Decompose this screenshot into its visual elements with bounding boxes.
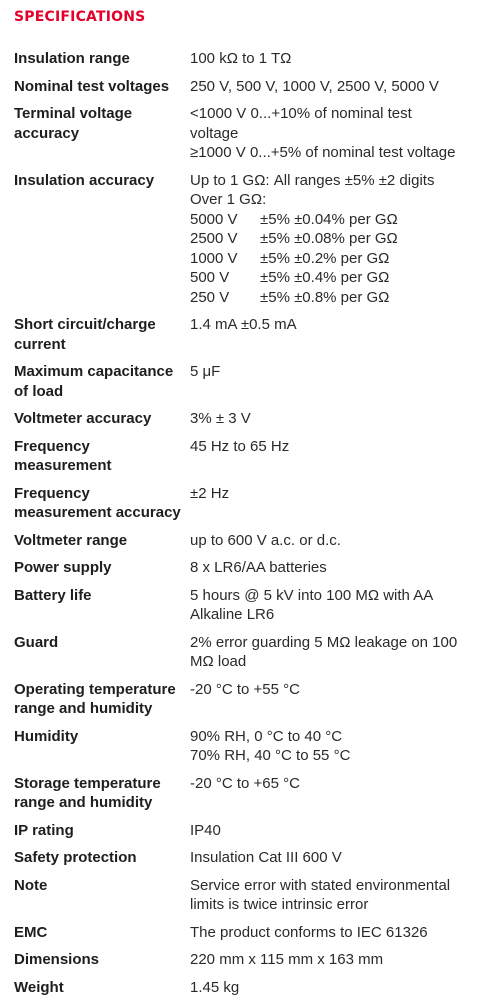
spec-label: Terminal voltage accuracy	[14, 104, 190, 171]
spec-label: Frequency measurement accuracy	[14, 484, 190, 531]
spec-value	[190, 531, 479, 559]
spec-value-text: 250 V, 500 V, 1000 V, 2500 V, 5000 V	[190, 77, 479, 97]
spec-value-text: 220 mm x 115 mm x 163 mm	[190, 950, 479, 970]
spec-label: IP rating	[14, 821, 190, 849]
spec-label: Frequency measurement	[14, 437, 190, 484]
spec-label: Dimensions	[14, 950, 190, 978]
spec-value	[190, 978, 479, 1005]
spec-value-line: Alkaline LR6	[190, 605, 479, 625]
spec-value	[190, 821, 479, 849]
spec-label: Insulation accuracy	[14, 171, 190, 316]
spec-row	[14, 978, 479, 1005]
spec-value-line: 90% RH, 0 °C to 40 °C	[190, 727, 479, 747]
accuracy-voltage: 2500 V	[190, 229, 260, 249]
spec-value	[190, 362, 479, 409]
spec-row	[14, 558, 479, 586]
spec-value-text: ±2 Hz	[190, 484, 479, 504]
spec-label: EMC	[14, 923, 190, 951]
spec-value-line: <1000 V 0...+10% of nominal test	[190, 104, 479, 124]
accuracy-value: ±5% ±0.4% per GΩ	[260, 269, 389, 286]
accuracy-row	[190, 210, 479, 230]
spec-value-line: MΩ load	[190, 652, 479, 672]
spec-value-text: The product conforms to IEC 61326	[190, 923, 479, 943]
spec-row	[14, 848, 479, 876]
accuracy-voltage: 500 V	[190, 268, 260, 288]
spec-label: Power supply	[14, 558, 190, 586]
spec-value-line: Service error with stated environmental	[190, 876, 479, 896]
spec-value	[190, 848, 479, 876]
spec-value-text: IP40	[190, 821, 479, 841]
spec-row	[14, 49, 479, 77]
spec-label: Storage temperature range and humidity	[14, 774, 190, 821]
accuracy-row	[190, 249, 479, 269]
spec-value-line: limits is twice intrinsic error	[190, 895, 479, 915]
spec-value	[190, 104, 479, 171]
spec-value	[190, 558, 479, 586]
spec-row	[14, 950, 479, 978]
spec-row	[14, 437, 479, 484]
spec-value-line: Over 1 GΩ:	[190, 190, 479, 210]
spec-value	[190, 727, 479, 774]
accuracy-row	[190, 229, 479, 249]
spec-value-line: 70% RH, 40 °C to 55 °C	[190, 746, 479, 766]
spec-value	[190, 876, 479, 923]
spec-value	[190, 680, 479, 727]
spec-value-line: ≥1000 V 0...+5% of nominal test voltage	[190, 143, 479, 163]
spec-value	[190, 484, 479, 531]
spec-value-text: 3% ± 3 V	[190, 409, 479, 429]
spec-label: Voltmeter accuracy	[14, 409, 190, 437]
spec-row	[14, 923, 479, 951]
spec-value-text: 1.4 mA ±0.5 mA	[190, 315, 479, 335]
spec-value	[190, 633, 479, 680]
spec-value-text: 8 x LR6/AA batteries	[190, 558, 479, 578]
spec-value-text: Insulation Cat III 600 V	[190, 848, 479, 868]
spec-value	[190, 77, 479, 105]
spec-row	[14, 727, 479, 774]
spec-value-text: 45 Hz to 65 Hz	[190, 437, 479, 457]
accuracy-voltage: 5000 V	[190, 210, 260, 230]
spec-value	[190, 437, 479, 484]
spec-value-line: voltage	[190, 124, 479, 144]
spec-value	[190, 49, 479, 77]
spec-row	[14, 774, 479, 821]
spec-row	[14, 315, 479, 362]
spec-value	[190, 923, 479, 951]
spec-label: Insulation range	[14, 49, 190, 77]
spec-value-text: 100 kΩ to 1 TΩ	[190, 49, 479, 69]
spec-value	[190, 171, 479, 316]
accuracy-voltage: 250 V	[190, 288, 260, 308]
spec-row	[14, 171, 479, 316]
spec-label: Note	[14, 876, 190, 923]
spec-value-text: -20 °C to +55 °C	[190, 680, 479, 700]
spec-row	[14, 104, 479, 171]
spec-row	[14, 409, 479, 437]
spec-row	[14, 876, 479, 923]
accuracy-value: ±5% ±0.2% per GΩ	[260, 250, 389, 267]
spec-label: Nominal test voltages	[14, 77, 190, 105]
spec-row	[14, 531, 479, 559]
spec-value	[190, 774, 479, 821]
spec-value-line: 2% error guarding 5 MΩ leakage on 100	[190, 633, 479, 653]
spec-value-text: up to 600 V a.c. or d.c.	[190, 531, 479, 551]
accuracy-value: ±5% ±0.04% per GΩ	[260, 211, 398, 228]
spec-value-text: 1.45 kg	[190, 978, 479, 998]
spec-label: Short circuit/charge current	[14, 315, 190, 362]
spec-value-text: -20 °C to +65 °C	[190, 774, 479, 794]
spec-label: Humidity	[14, 727, 190, 774]
spec-row	[14, 484, 479, 531]
spec-value	[190, 409, 479, 437]
spec-row	[14, 633, 479, 680]
spec-label: Safety protection	[14, 848, 190, 876]
spec-label: Weight	[14, 978, 190, 1005]
spec-value	[190, 586, 479, 633]
spec-row	[14, 586, 479, 633]
spec-row	[14, 362, 479, 409]
spec-value-line: Up to 1 GΩ: All ranges ±5% ±2 digits	[190, 171, 479, 191]
accuracy-value: ±5% ±0.8% per GΩ	[260, 289, 389, 306]
spec-value	[190, 950, 479, 978]
spec-label: Maximum capacitance of load	[14, 362, 190, 409]
spec-label: Voltmeter range	[14, 531, 190, 559]
spec-table	[14, 49, 479, 1005]
spec-row	[14, 680, 479, 727]
spec-value	[190, 315, 479, 362]
accuracy-value: ±5% ±0.08% per GΩ	[260, 230, 398, 247]
spec-label: Operating temperature range and humidity	[14, 680, 190, 727]
spec-label: Battery life	[14, 586, 190, 633]
accuracy-row	[190, 288, 479, 308]
spec-label: Guard	[14, 633, 190, 680]
accuracy-voltage: 1000 V	[190, 249, 260, 269]
spec-heading: SPECIFICATIONS	[14, 9, 145, 25]
spec-value-line: 5 hours @ 5 kV into 100 MΩ with AA	[190, 586, 479, 606]
spec-row	[14, 77, 479, 105]
spec-row	[14, 821, 479, 849]
spec-value-text: 5 μF	[190, 362, 479, 382]
accuracy-row	[190, 268, 479, 288]
